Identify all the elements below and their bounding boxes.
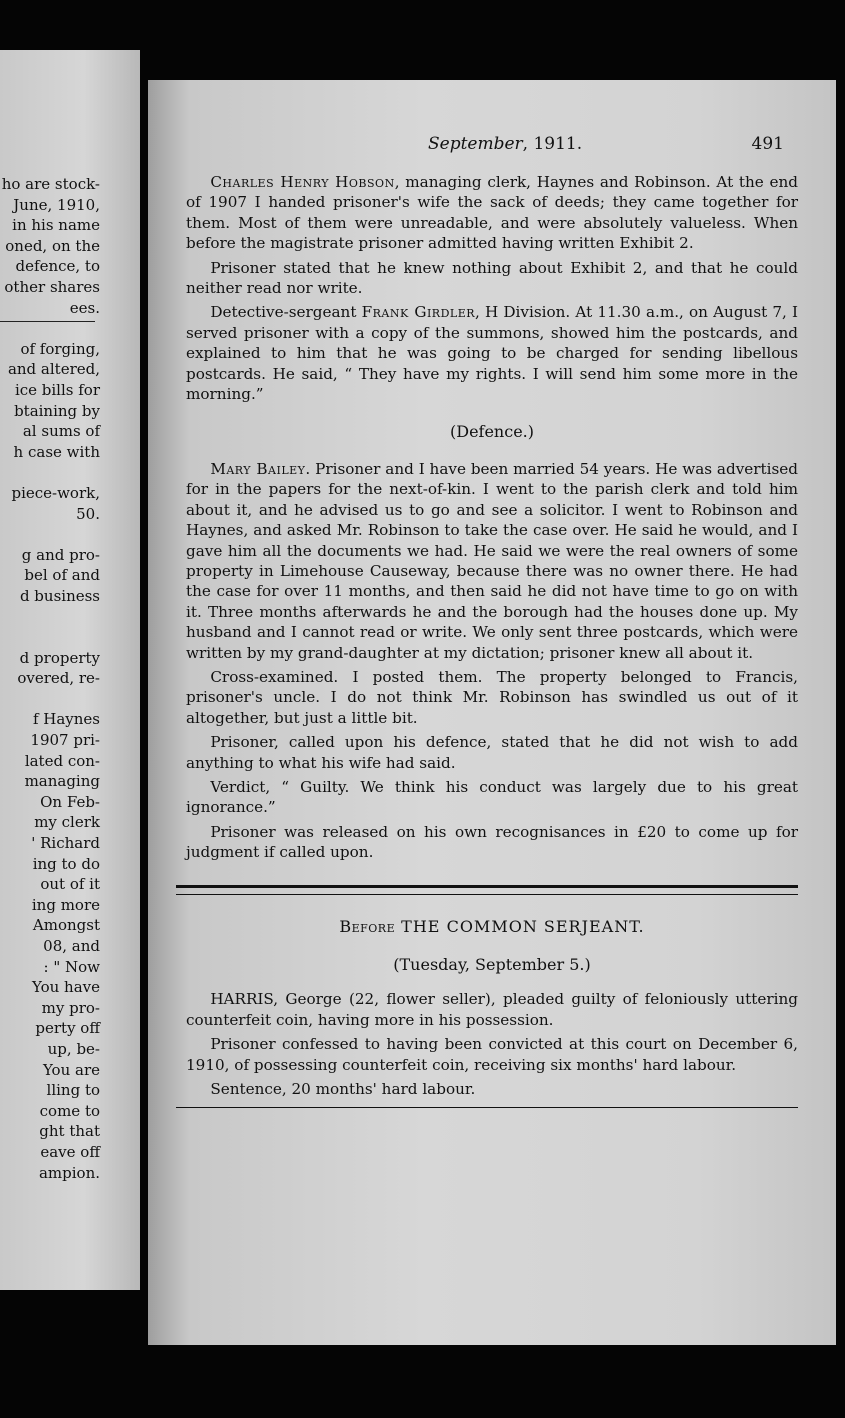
- page-body: [186, 172, 798, 1108]
- paragraph-girdler: [186, 302, 798, 404]
- left-page-line: bel of and: [24, 566, 100, 585]
- girdler-prefix: Detective-sergeant: [210, 303, 362, 322]
- witness-name-bailey: Mary Bailey: [210, 459, 306, 478]
- paragraph-verdict: Verdict, “ Guilty. We think his conduct was largely due to his great ignorance.”: [186, 777, 798, 817]
- paragraph-girdler-text: , H Division. At 11.30 a.m., on August 7, I served prisoner with a copy of the summons, showed him the postcards, and explained to him that he was going to be charged for sending libellous postcards. He said, “ They have my rights. I will send him some more in the morning.”: [186, 303, 799, 404]
- left-page-line: ing more: [31, 895, 100, 914]
- left-page-line: lated con-: [24, 751, 100, 770]
- left-page-line: eave off: [40, 1142, 100, 1161]
- left-page-line: ho are stock-: [1, 175, 100, 193]
- left-page-line: f Haynes: [32, 710, 100, 729]
- left-page-line: perty off: [35, 1019, 100, 1038]
- left-page-line: [0, 689, 100, 710]
- left-page-text: [0, 174, 100, 1183]
- witness-name-hobson: Charles Henry Hobson: [210, 173, 395, 191]
- left-page-line: ing to do: [32, 854, 100, 873]
- defence-heading: (Defence.): [450, 422, 534, 442]
- left-page-line: ampion.: [38, 1163, 100, 1182]
- left-page-line: and altered,: [7, 360, 100, 379]
- left-page-line: defence, to: [15, 257, 100, 276]
- left-page-line: al sums of: [22, 422, 100, 441]
- left-page-line: 08, and: [43, 936, 100, 955]
- section-divider: [176, 885, 798, 895]
- left-page-line: up, be-: [47, 1039, 100, 1058]
- paragraph-cross-examined: Cross-examined. I posted them. The property belonged to Francis, prisoner's uncle. I do not think Mr. Robinson has swindled us out of it altogether, but just a little bit.: [186, 667, 798, 727]
- left-page-line: g and pro-: [21, 545, 100, 564]
- paragraph-prisoner-stated: Prisoner stated that he knew nothing about Exhibit 2, and that he could neither read nor write.: [186, 258, 798, 298]
- paragraph-hobson-text: , managing clerk, Haynes and Robinson. At the end of 1907 I handed prisoner's wife the sack of deeds; they came together for them. Most of them were unreadable, and were absolutely valueless. When before the magistrate prisoner admitted having written Exhibit 2.: [186, 173, 798, 253]
- paragraph-sentence: Sentence, 20 months' hard labour.: [210, 1080, 476, 1099]
- left-page: [0, 50, 140, 1290]
- left-page-line: in his name: [12, 216, 100, 235]
- left-page-line: other shares: [4, 277, 100, 296]
- left-page-line: June, 1910,: [13, 195, 100, 214]
- left-page-line: ' Richard: [31, 834, 100, 852]
- left-page-line: 50.: [76, 504, 100, 523]
- left-page-line: h case with: [13, 442, 100, 461]
- paragraph-hobson: [186, 172, 798, 254]
- paragraph-bailey-text: . Prisoner and I have been married 54 years. He was advertised for in the papers for the next-of-kin. I went to the parish clerk and told him about it, and he advised us to go and see a solicitor. I went to Robinson and Haynes, and asked Mr. Robinson to take the case over. He said he would, and I gave him all the documents we had. He said we were the real owners of some property in Limehouse Causeway, because there was no owner there. He had the case for over 11 months, and then said he did not have time to go on with it. Three months afterwards he and the borough had the houses done up. My husband and I cannot read or write. We only sent three postcards, which were written by my grand-daughter at my dictation; prisoner knew all about it.: [186, 459, 798, 662]
- left-page-line: [0, 524, 100, 545]
- left-page-line: piece-work,: [11, 483, 100, 502]
- left-page-line: managing: [24, 772, 100, 791]
- left-page-line: You are: [42, 1060, 100, 1079]
- left-page-line: of forging,: [20, 339, 100, 358]
- paragraph-confessed: Prisoner confessed to having been convicted at this court on December 6, 1910, of possessing counterfeit coin, receiving six months' hard labour.: [186, 1035, 798, 1074]
- left-page-line: You have: [31, 978, 100, 997]
- paragraph-released: Prisoner was released on his own recognisances in £20 to come up for judgment if called upon.: [186, 822, 798, 862]
- left-page-line: d business: [19, 586, 100, 605]
- page-header: [428, 134, 808, 154]
- main-page: [148, 80, 836, 1345]
- left-page-line: 1907 pri-: [30, 731, 100, 750]
- left-page-line: oned, on the: [5, 236, 100, 255]
- left-page-line: my clerk: [34, 813, 100, 832]
- page-number: 491: [751, 134, 784, 154]
- left-page-line: ght that: [39, 1122, 100, 1141]
- left-page-line: my pro-: [41, 998, 100, 1017]
- left-page-line: Amongst: [32, 916, 100, 935]
- paragraph-harris: [186, 989, 798, 1030]
- paragraph-defence-call: Prisoner, called upon his defence, stated that he did not wish to add anything to what his wife had said.: [186, 733, 798, 772]
- court-heading: [186, 917, 798, 937]
- left-page-line: On Feb-: [40, 792, 100, 811]
- header-month: September: [428, 134, 523, 154]
- court-name: THE COMMON SERJEANT.: [395, 916, 645, 936]
- end-rule: [176, 1107, 798, 1108]
- left-page-rule: [0, 321, 95, 322]
- paragraph-bailey: [186, 459, 798, 663]
- left-page-line: : " Now: [43, 957, 100, 976]
- left-page-line: lling to: [46, 1081, 100, 1100]
- header-year: , 1911.: [522, 134, 583, 154]
- left-page-line: come to: [39, 1101, 100, 1120]
- left-page-line: btaining by: [14, 401, 100, 420]
- paragraph-harris-text: , George (22, flower seller), pleaded guilty of feloniously uttering counterfeit coin, having more in his possession.: [186, 990, 798, 1029]
- left-page-line: ice bills for: [14, 380, 100, 399]
- court-prefix: Before: [339, 916, 396, 936]
- left-page-line: out of it: [40, 875, 100, 894]
- witness-name-girdler: Frank Girdler: [361, 303, 476, 322]
- left-page-line: d property: [19, 648, 100, 667]
- defendant-name-harris: HARRIS: [210, 990, 274, 1009]
- left-page-line: [0, 606, 100, 627]
- left-page-line: [0, 627, 100, 648]
- hearing-date: (Tuesday, September 5.): [393, 955, 591, 974]
- left-page-line: overed, re-: [17, 669, 100, 688]
- left-page-line: [0, 462, 100, 483]
- left-page-line: ees.: [69, 298, 100, 317]
